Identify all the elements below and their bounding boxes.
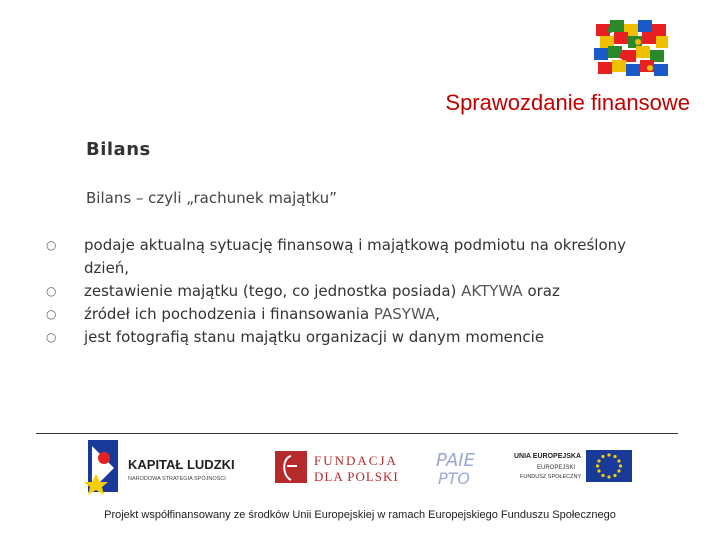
logo-strip (0, 436, 720, 496)
divider (36, 433, 678, 434)
bullet-list (46, 234, 644, 349)
highlight-term: AKTYWA (461, 282, 523, 300)
hollow-bullet-icon: ○ (46, 238, 57, 252)
fundacja-line1: FUNDACJA (314, 453, 398, 468)
bullet-tail: , (435, 305, 441, 323)
fundacja-line2: DLA POLSKI (314, 469, 399, 484)
slide-title: Sprawozdanie finansowe (445, 90, 690, 115)
kapital-ludzki-subtitle: NARODOWA STRATEGIA SPÓJNOŚCI (128, 476, 226, 482)
eu-line3: FUNDUSZ SPOŁECZNY (520, 474, 582, 480)
eu-line1: UNIA EUROPEJSKA (514, 453, 582, 460)
hollow-bullet-icon: ○ (46, 307, 57, 321)
kapital-ludzki-title: KAPITAŁ LUDZKI (128, 457, 235, 472)
list-item (46, 326, 644, 349)
bullet-text: podaje aktualną sytuację finansową i majątkową podmiotu na określony dzień, (84, 236, 627, 277)
eu-line2: EUROPEJSKI (537, 465, 576, 471)
slide-subtitle: Bilans (86, 139, 151, 160)
bullet-text: jest fotografią stanu majątku organizacji w danym momencie (84, 328, 545, 346)
kapital-ludzki-logo (84, 440, 235, 495)
intro-text: Bilans – czyli „rachunek majątku” (86, 189, 337, 207)
list-item (46, 234, 644, 280)
hollow-bullet-icon: ○ (46, 330, 57, 344)
highlight-term: PASYWA (373, 305, 436, 323)
bullet-text: źródeł ich pochodzenia i finansowania (84, 305, 374, 323)
eu-logo (514, 450, 632, 482)
fundacja-logo (275, 451, 399, 484)
puzzle-icon (592, 18, 672, 80)
paie-line2: PTO (438, 469, 471, 488)
footer-text: Projekt współfinansowany ze środków Unii Europejskiej w ramach Europejskiego Funduszu Społecznego (104, 509, 616, 521)
paie-line1: PAIE (436, 450, 475, 471)
bullet-tail: oraz (522, 282, 560, 300)
hollow-bullet-icon: ○ (46, 284, 57, 298)
list-item (46, 280, 644, 303)
paie-logo (436, 450, 476, 488)
bullet-text: zestawienie majątku (tego, co jednostka posiada) (84, 282, 462, 300)
list-item (46, 303, 644, 326)
